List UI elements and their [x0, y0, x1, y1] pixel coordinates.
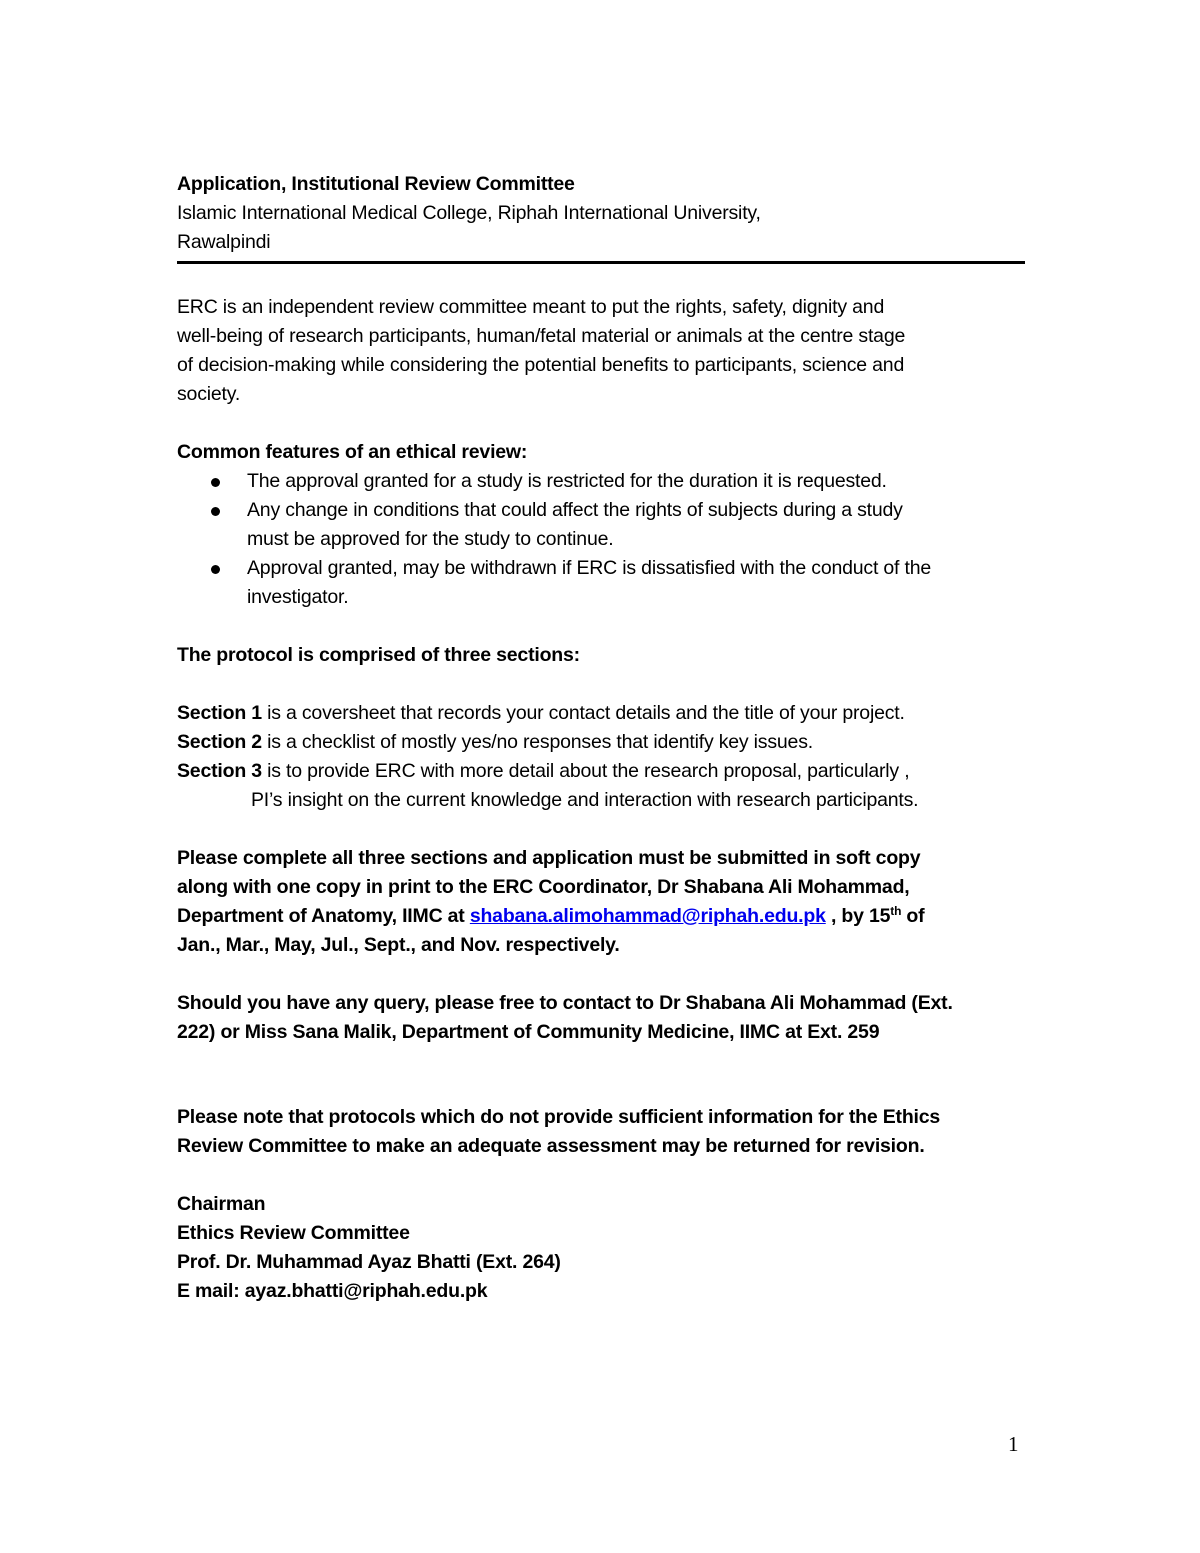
- intro-line: ERC is an independent review committee meant to put the rights, safety, dignity and: [177, 296, 885, 318]
- institution-line-1: Islamic International Medical College, Riphah International University,: [177, 202, 761, 224]
- section-2-label: Section 2: [177, 731, 262, 753]
- section-3-text: is to provide ERC with more detail about the research proposal, particularly ,: [261, 760, 910, 782]
- section-1-line: [177, 699, 1025, 728]
- intro-line: well-being of research participants, human/fetal material or animals at the centre stage: [177, 325, 906, 347]
- section-3-continuation: PI’s insight on the current knowledge and interaction with research participants.: [251, 789, 919, 811]
- spacer: [177, 670, 1025, 699]
- list-item-text: The approval granted for a study is restricted for the duration it is requested.: [247, 470, 887, 492]
- submission-line: [177, 902, 1025, 931]
- note-line: Review Committee to make an adequate assessment may be returned for revision.: [177, 1135, 925, 1157]
- intro-paragraph: [177, 293, 1025, 409]
- query-paragraph: [177, 989, 1025, 1047]
- bullet-icon: [211, 478, 220, 487]
- intro-line: society.: [177, 383, 241, 405]
- section-2-line: [177, 728, 1025, 757]
- spacer: [177, 612, 1025, 641]
- header-divider: [177, 261, 1025, 264]
- section-3-line: [177, 757, 1025, 786]
- signature-name: Prof. Dr. Muhammad Ayaz Bhatti (Ext. 264): [177, 1251, 561, 1273]
- features-list: [177, 467, 1025, 612]
- list-item: [177, 496, 1025, 554]
- bullet-icon: [211, 565, 220, 574]
- institution-line-2: Rawalpindi: [177, 231, 271, 253]
- submission-line: along with one copy in print to the ERC Coordinator, Dr Shabana Ali Mohammad,: [177, 876, 910, 898]
- note-paragraph: [177, 1103, 1025, 1161]
- features-heading: Common features of an ethical review:: [177, 441, 528, 463]
- note-line: Please note that protocols which do not provide sufficient information for the Ethics: [177, 1106, 941, 1128]
- page-number: 1: [1008, 1432, 1019, 1456]
- signature-committee: Ethics Review Committee: [177, 1222, 410, 1244]
- query-line: 222) or Miss Sana Malik, Department of Community Medicine, IIMC at Ext. 259: [177, 1021, 880, 1043]
- list-item-text: Any change in conditions that could affect the rights of subjects during a study: [247, 499, 903, 521]
- spacer: [177, 409, 1025, 438]
- bullet-icon: [211, 507, 220, 516]
- spacer: [177, 960, 1025, 989]
- document-content: [177, 170, 1025, 1306]
- signature-block: [177, 1190, 1025, 1306]
- section-3-label: Section 3: [177, 760, 262, 782]
- section-1-text: is a coversheet that records your contact details and the title of your project.: [261, 702, 905, 724]
- list-item: [177, 467, 1025, 496]
- spacer: [177, 1161, 1025, 1190]
- section-2-text: is a checklist of mostly yes/no responses that identify key issues.: [261, 731, 813, 753]
- submission-text: Department of Anatomy, IIMC at: [177, 905, 470, 927]
- submission-line: Please complete all three sections and application must be submitted in soft copy: [177, 847, 921, 869]
- ordinal-superscript: th: [890, 904, 902, 918]
- signature-email: E mail: ayaz.bhatti@riphah.edu.pk: [177, 1280, 488, 1302]
- protocol-heading: The protocol is comprised of three sections:: [177, 644, 580, 666]
- spacer: [177, 1047, 1025, 1103]
- section-1-label: Section 1: [177, 702, 262, 724]
- list-item-text: must be approved for the study to continue.: [247, 528, 614, 550]
- list-item-text: Approval granted, may be withdrawn if ERC is dissatisfied with the conduct of the: [247, 557, 931, 579]
- query-line: Should you have any query, please free to contact to Dr Shabana Ali Mohammad (Ext.: [177, 992, 953, 1014]
- submission-text: , by 15: [825, 905, 891, 927]
- spacer: [177, 815, 1025, 844]
- list-item: [177, 554, 1025, 612]
- submission-line: Jan., Mar., May, Jul., Sept., and Nov. respectively.: [177, 934, 620, 956]
- list-item-text: investigator.: [247, 586, 349, 608]
- signature-role: Chairman: [177, 1193, 266, 1215]
- submission-text: of: [901, 905, 925, 927]
- submission-paragraph: [177, 844, 1025, 960]
- document-title: Application, Institutional Review Committee: [177, 173, 575, 195]
- intro-line: of decision-making while considering the potential benefits to participants, science and: [177, 354, 905, 376]
- coordinator-email-link[interactable]: shabana.alimohammad@riphah.edu.pk: [469, 905, 826, 927]
